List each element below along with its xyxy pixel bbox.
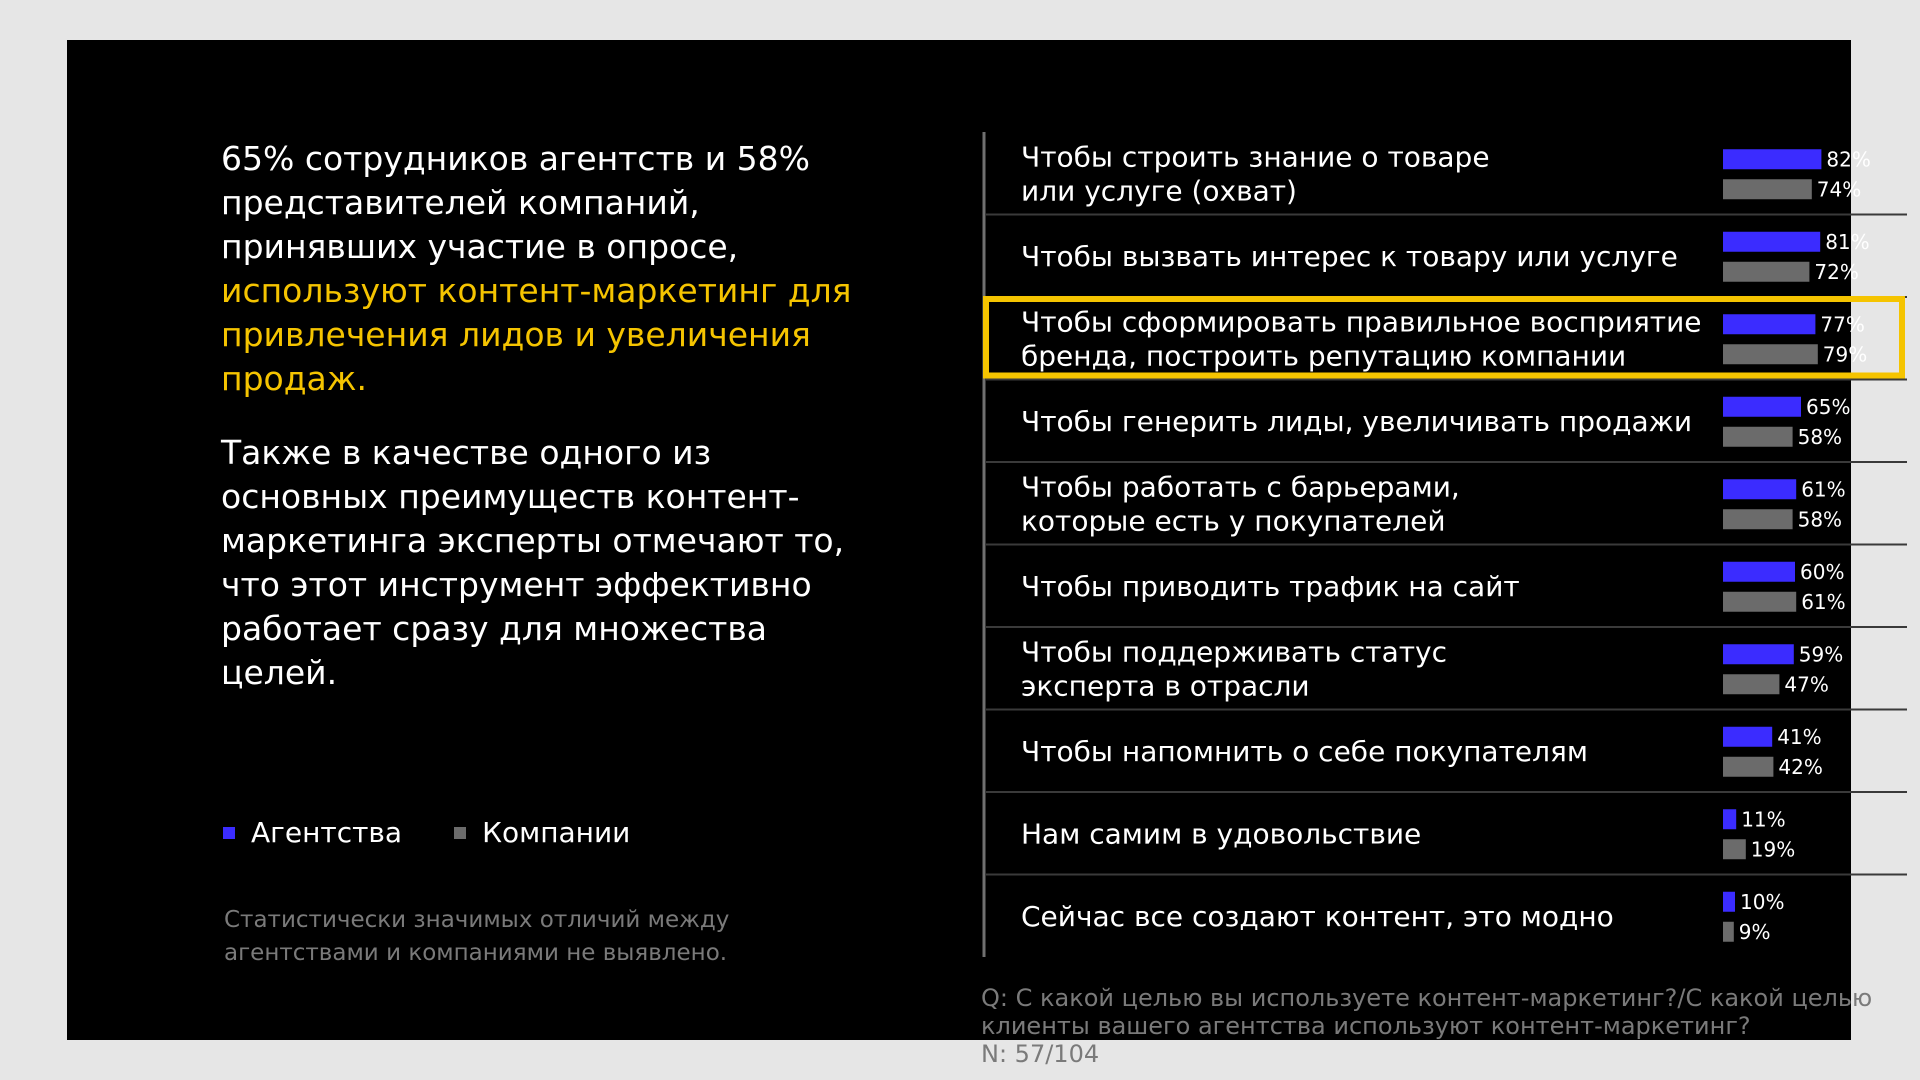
value-label-agencies: 10% bbox=[1740, 889, 1785, 914]
value-label-agencies: 61% bbox=[1801, 477, 1846, 502]
question-line: клиенты вашего агентства используют контент-маркетинг? bbox=[981, 1012, 1751, 1040]
value-label-companies: 9% bbox=[1738, 919, 1771, 944]
legend-swatch-companies bbox=[454, 827, 466, 839]
legend-label-agencies: Агентства bbox=[251, 816, 403, 849]
legend-label-companies: Компании bbox=[482, 816, 631, 849]
value-label-agencies: 41% bbox=[1777, 724, 1822, 749]
slide bbox=[67, 40, 1873, 1068]
value-label-companies: 72% bbox=[1814, 259, 1859, 284]
bar-companies bbox=[1723, 344, 1818, 364]
value-label-agencies: 65% bbox=[1806, 394, 1851, 419]
legend-item-companies bbox=[454, 816, 630, 849]
bar-companies bbox=[1723, 262, 1809, 282]
value-label-companies: 47% bbox=[1784, 672, 1829, 697]
benefits-paragraph: Также в качестве одного из основных преимуществ контент-маркетинга эксперты отмечают то, что этот инструмент эффективно работает сразу для множества целей. bbox=[221, 433, 845, 692]
bar-companies bbox=[1723, 509, 1793, 529]
bar-agencies bbox=[1723, 232, 1820, 252]
bar-companies bbox=[1723, 592, 1796, 612]
category-label: Нам самим в удовольствие bbox=[1021, 817, 1422, 851]
legend-swatch-agencies bbox=[223, 827, 235, 839]
bar-agencies bbox=[1723, 397, 1801, 417]
legend-item-agencies bbox=[223, 816, 402, 849]
bar-companies bbox=[1723, 427, 1793, 447]
question-line: Q: С какой целью вы используете контент-маркетинг?/С какой целью bbox=[981, 984, 1873, 1012]
bar-companies bbox=[1723, 757, 1773, 777]
category-label: Чтобы работать с барьерами, которые есть у покупателей bbox=[1021, 470, 1460, 538]
category-label: Чтобы строить знание о товаре или услуге (охват) bbox=[1021, 140, 1490, 208]
bar-agencies bbox=[1723, 727, 1772, 747]
legend bbox=[223, 816, 682, 849]
bar-agencies bbox=[1723, 149, 1821, 169]
value-label-agencies: 60% bbox=[1800, 559, 1845, 584]
bar-companies bbox=[1723, 674, 1779, 694]
bar-agencies bbox=[1723, 562, 1795, 582]
intro-highlight-text: используют контент-маркетинг для привлечения лидов и увеличения продаж. bbox=[221, 271, 852, 398]
bar-companies bbox=[1723, 839, 1746, 859]
value-label-agencies: 77% bbox=[1820, 312, 1865, 337]
value-label-companies: 74% bbox=[1816, 177, 1862, 202]
value-label-companies: 61% bbox=[1801, 589, 1846, 614]
value-label-companies: 58% bbox=[1797, 507, 1843, 532]
bar-agencies bbox=[1723, 479, 1796, 499]
left-text-block bbox=[221, 137, 871, 725]
bar-chart bbox=[981, 132, 1907, 964]
category-label: Чтобы поддерживать статус эксперта в отрасли bbox=[1021, 635, 1448, 703]
value-label-companies: 19% bbox=[1750, 837, 1796, 862]
category-label: Чтобы вызвать интерес к товару или услуге bbox=[1021, 239, 1678, 273]
category-label: Сейчас все создают контент, это модно bbox=[1021, 899, 1614, 933]
category-label: Чтобы приводить трафик на сайт bbox=[1021, 569, 1520, 603]
value-label-agencies: 81% bbox=[1825, 229, 1870, 254]
sample-size: N: 57/104 bbox=[981, 1040, 1100, 1068]
value-label-companies: 79% bbox=[1822, 342, 1868, 367]
value-label-companies: 58% bbox=[1797, 424, 1843, 449]
bar-agencies bbox=[1723, 809, 1736, 829]
bar-agencies bbox=[1723, 314, 1815, 334]
value-label-agencies: 11% bbox=[1741, 807, 1786, 832]
bar-companies bbox=[1723, 179, 1812, 199]
value-label-companies: 42% bbox=[1778, 754, 1823, 779]
value-label-agencies: 82% bbox=[1826, 147, 1871, 172]
value-label-agencies: 59% bbox=[1798, 642, 1844, 667]
bar-companies bbox=[1723, 922, 1734, 942]
intro-paragraph bbox=[221, 137, 871, 401]
category-label: Чтобы напомнить о себе покупателям bbox=[1021, 734, 1588, 768]
intro-plain-text: 65% сотрудников агентств и 58% представителей компаний, принявших участие в опросе, bbox=[221, 139, 811, 266]
category-label: Чтобы сформировать правильное восприятие бренда, построить репутацию компании bbox=[1021, 305, 1702, 373]
bar-agencies bbox=[1723, 892, 1735, 912]
significance-note: Статистически значимых отличий между агентствами и компаниями не выявлено. bbox=[224, 907, 730, 966]
bar-agencies bbox=[1723, 644, 1794, 664]
category-label: Чтобы генерить лиды, увеличивать продажи bbox=[1021, 404, 1693, 438]
question-footnote bbox=[981, 984, 1901, 1068]
